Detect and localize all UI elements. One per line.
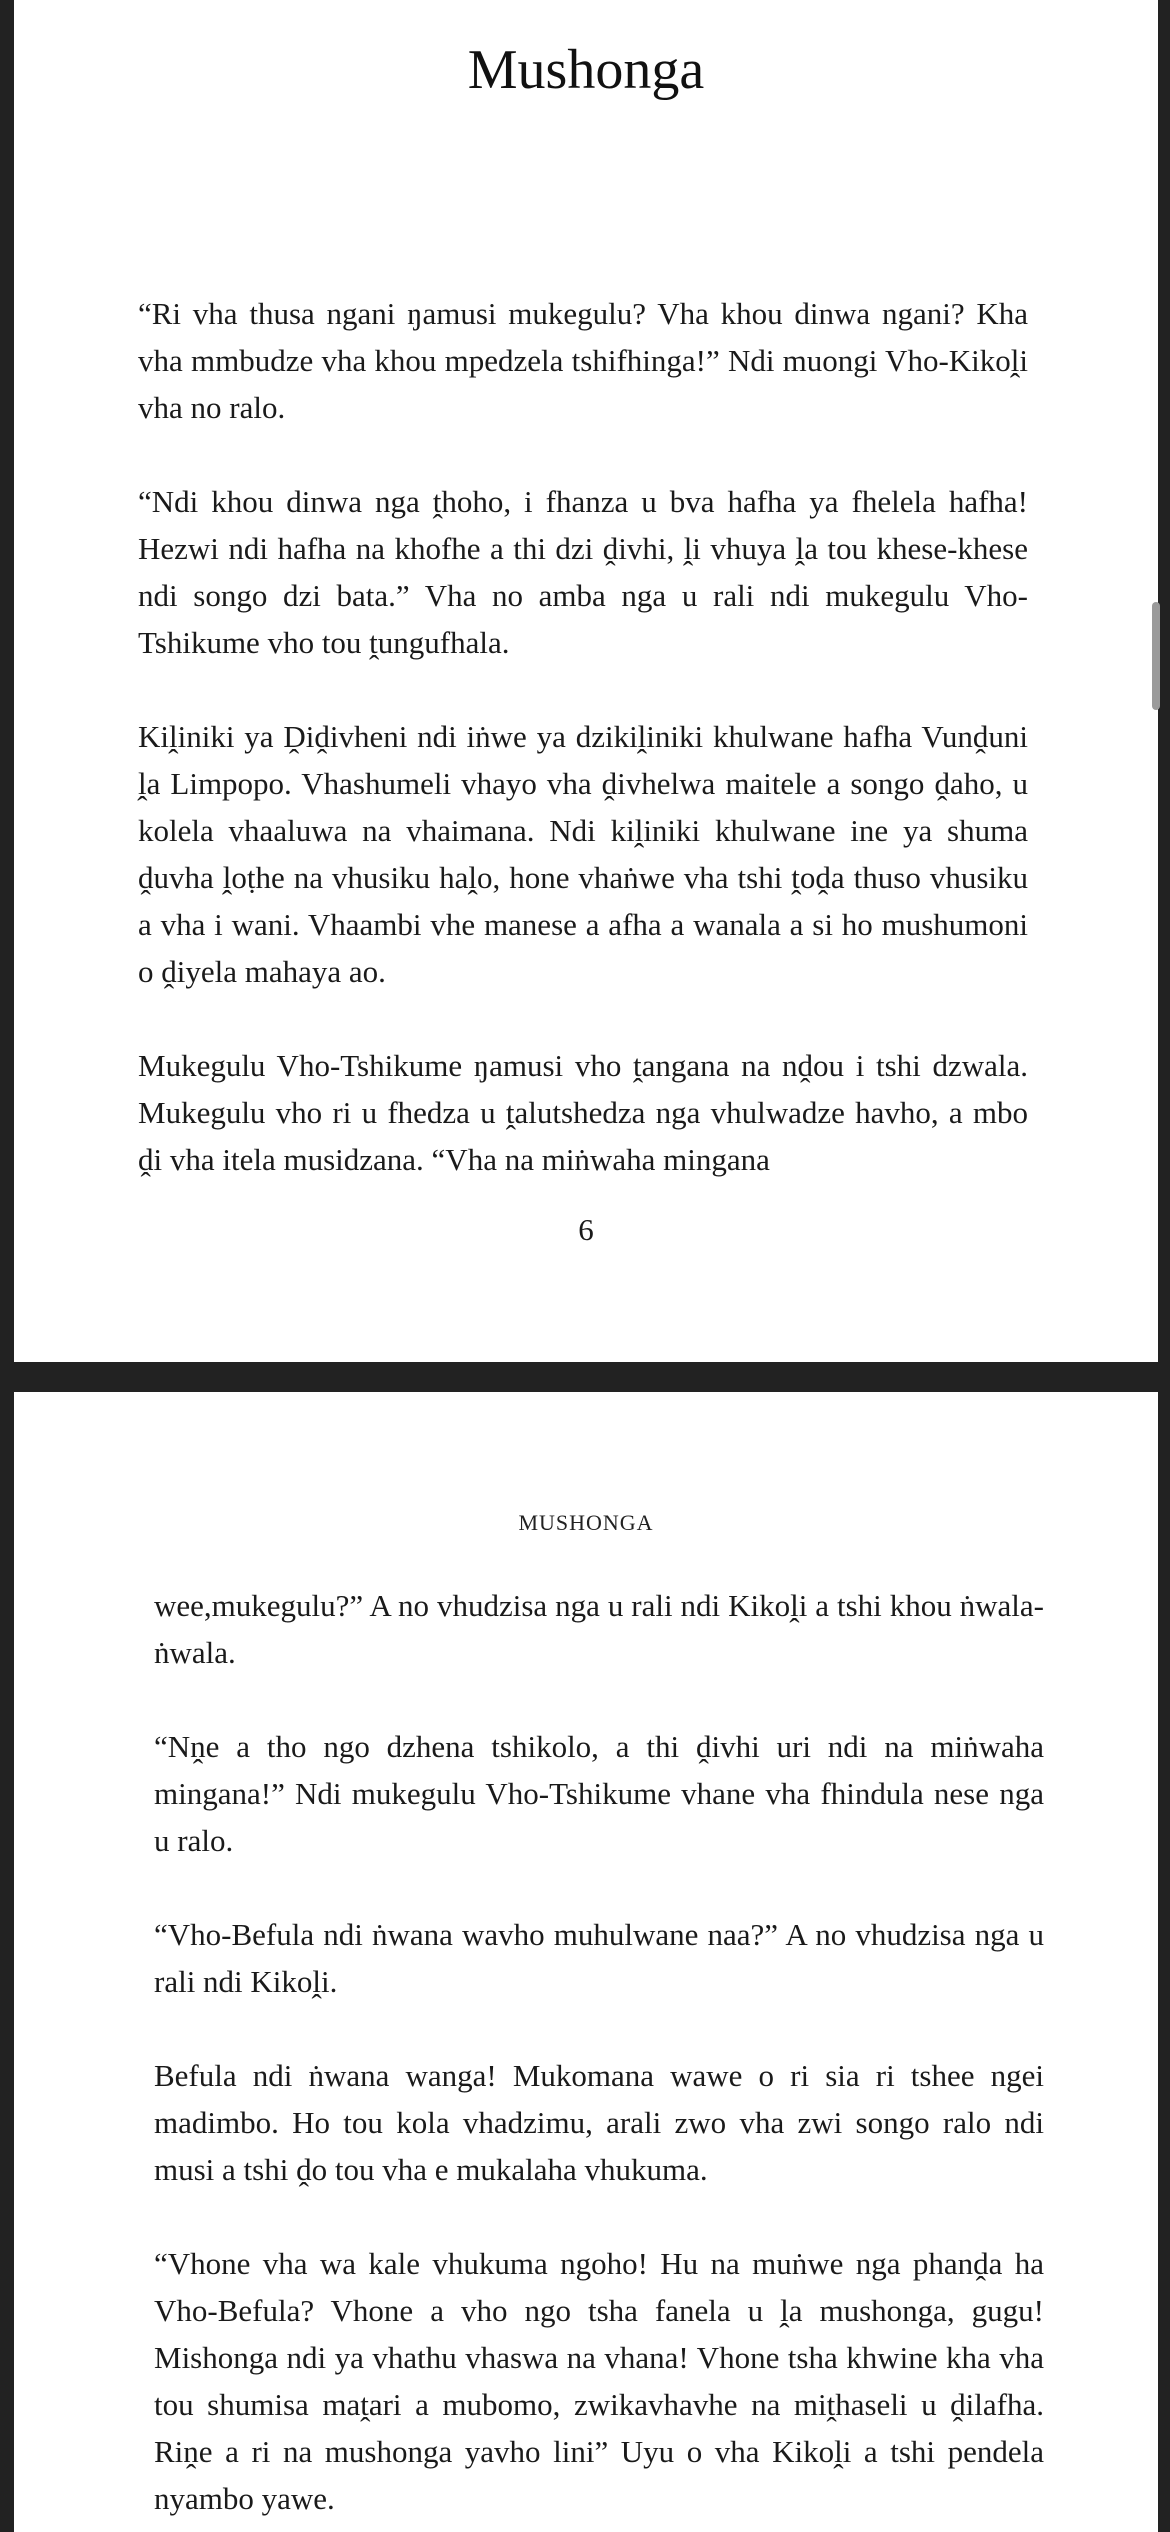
running-header: MUSHONGA bbox=[518, 1510, 654, 1535]
paragraph: “Ri vha thusa ngani ŋamusi mukegulu? Vha khou dinwa ngani? Kha vha mmbudze vha khou mpedzela tshifhinga!” Ndi muongi Vho-Kikoḽi vha no ralo. bbox=[138, 296, 1028, 425]
paragraph: Kiḽiniki ya Ḓiḓivheni ndi iṅwe ya dzikiḽiniki khulwane hafha Vunḓuni ḽa Limpopo. Vhashumeli vhayo vha ḓivhelwa maitele a songo ḓaho, u kolela vhaaluwa na vhaimana. Ndi kiḽiniki khulwane ine ya shuma ḓuvha ḽoṭhe na vhusiku haḽo, hone vhaṅwe vha tshi ṱoḓa thuso vhusiku a vha i wani. Vhaambi vhe manese a afha a wanala a si ho mushumoni o ḓiyela mahaya ao. bbox=[138, 719, 1028, 989]
page-7-body bbox=[154, 1582, 1044, 2532]
book-page-7 bbox=[14, 1392, 1158, 2532]
chapter-title: Mushonga bbox=[467, 39, 705, 101]
page-6-body bbox=[138, 290, 1028, 1230]
paragraph: wee,mukegulu?” A no vhudzisa nga u rali ndi Kikoḽi a tshi khou ṅwala-ṅwala. bbox=[154, 1588, 1044, 1670]
paragraph: “Vho-Befula ndi ṅwana wavho muhulwane naa?” A no vhudzisa nga u rali ndi Kikoḽi. bbox=[154, 1917, 1044, 1999]
scrollbar-thumb[interactable] bbox=[1152, 602, 1160, 710]
paragraph: “Nṋe a tho ngo dzhena tshikolo, a thi ḓivhi uri ndi na miṅwaha mingana!” Ndi mukegulu Vho-Tshikume vhane vha fhindula nese nga u ralo. bbox=[154, 1729, 1044, 1858]
paragraph: Befula ndi ṅwana wanga! Mukomana wawe o ri sia ri tshee ngei madimbo. Ho tou kola vhadzimu, arali zwo vha zwi songo ralo ndi musi a tshi ḓo tou vha e mukalaha vhukuma. bbox=[154, 2058, 1044, 2187]
paragraph: Mukegulu Vho-Tshikume ŋamusi vho ṱangana na nḓou i tshi dzwala. Mukegulu vho ri u fhedza u ṱalutshedza nga vhulwadze havho, a mbo ḓi vha itela musidzana. “Vha na miṅwaha mingana bbox=[138, 1048, 1028, 1177]
paragraph: “Vhone vha wa kale vhukuma ngoho! Hu na muṅwe nga phanḓa ha Vho-Befula? Vhone a vho ngo tsha fanela u ḽa mushonga, gugu! Mishonga ndi ya vhathu vhaswa na vhana! Vhone tsha khwine kha vha tou shumisa maṱari a mubomo, zwikavhavhe na miṱhaseli u ḓilafha. Riṋe a ri na mushonga yavho lini” Uyu o vha Kikoḽi a tshi pendela nyambo yawe. bbox=[154, 2246, 1044, 2516]
page-number: 6 bbox=[578, 1212, 594, 1247]
paragraph: “Ndi khou dinwa nga ṱhoho, i fhanza u bva hafha ya fhelela hafha! Hezwi ndi hafha na khofhe a thi dzi ḓivhi, ḽi vhuya ḽa tou khese-khese ndi songo dzi bata.” Vha no amba nga u rali ndi mukegulu Vho-Tshikume vho tou ṱungufhala. bbox=[138, 484, 1028, 660]
book-page-6 bbox=[14, 0, 1158, 1362]
